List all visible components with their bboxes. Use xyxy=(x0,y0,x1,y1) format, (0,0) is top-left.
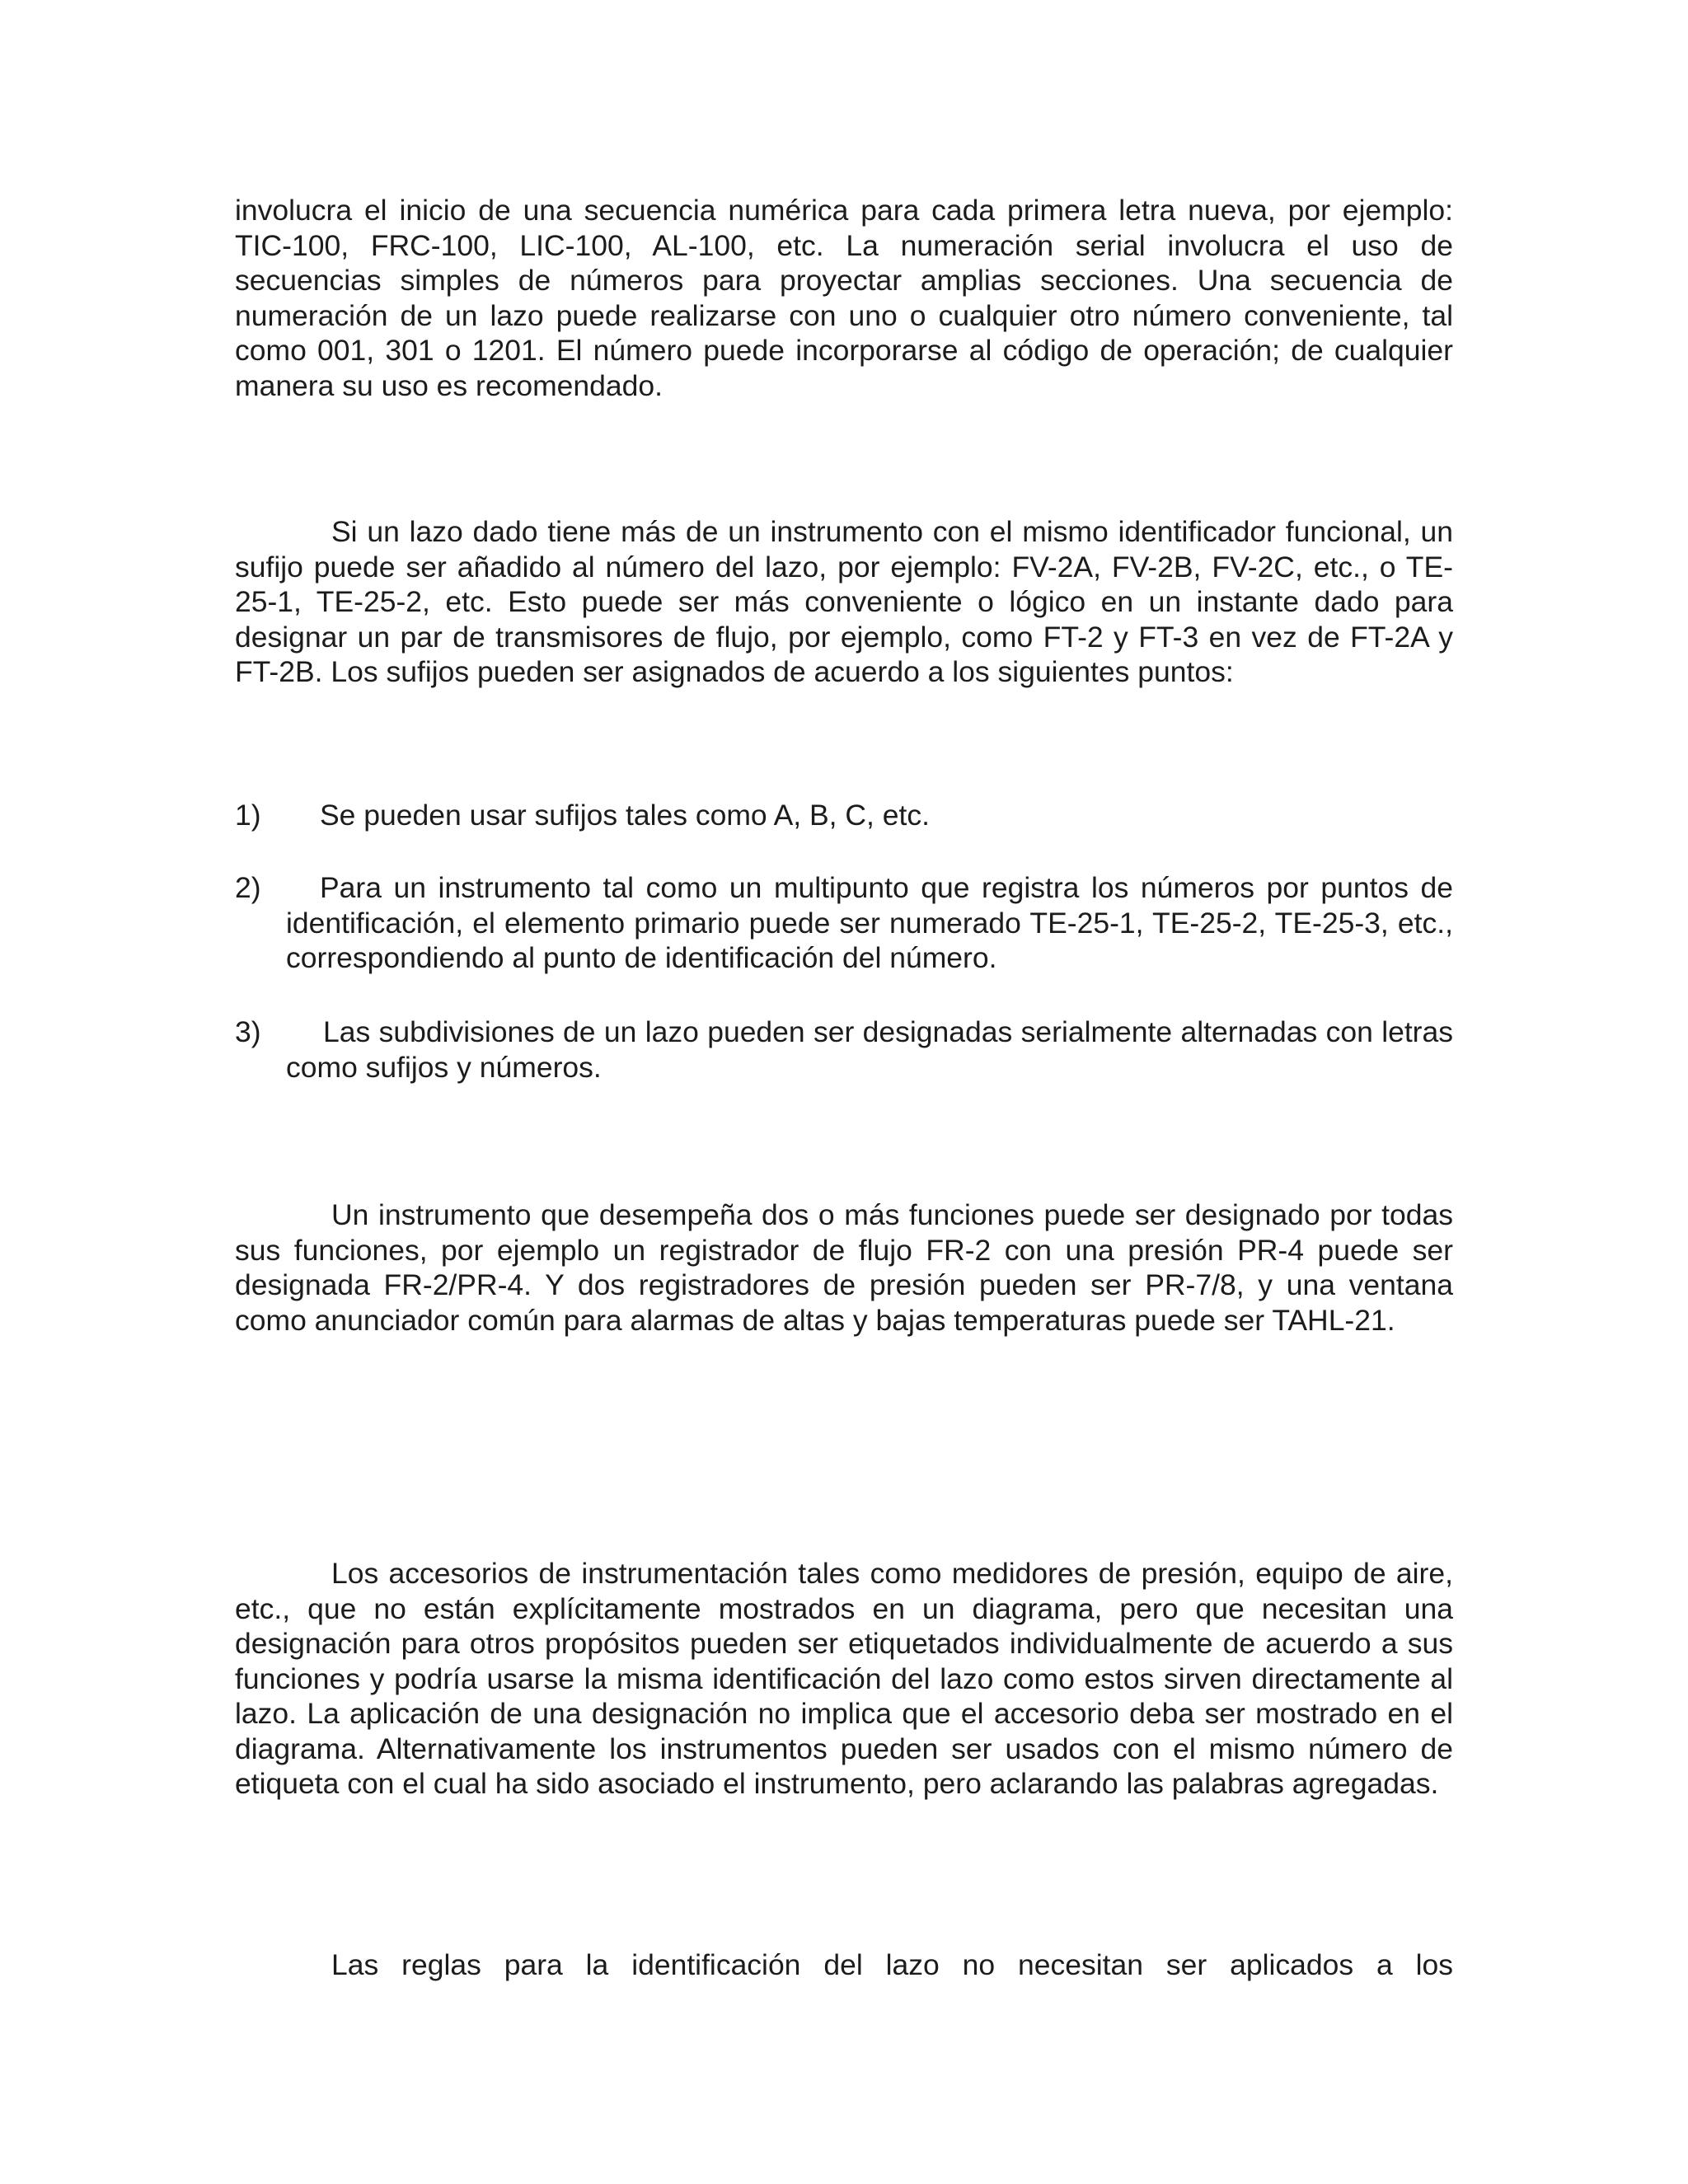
list-item-2 xyxy=(235,870,1453,976)
paragraph-instrument-accessories: Los accesorios de instrumentación tales como medidores de presión, equipo de aire, etc., que no están explícitamente mostrados en un diagrama, pero que necesitan una designación para otros propósitos pueden ser etiquetados individualmente de acuerdo a sus funciones y podría usarse la misma identificación del lazo como estos sirven directamente al lazo. La aplicación de una designación no implica que el accesorio deba ser mostrado en el diagrama. Alternativamente los instrumentos pueden ser usados con el mismo número de etiqueta con el cual ha sido asociado el instrumento, pero aclarando las palabras agregadas. xyxy=(235,1557,1453,1800)
list-item-3 xyxy=(235,1015,1453,1085)
list-item-number: 3) xyxy=(235,1015,261,1048)
paragraph-loop-numbering: involucra el inicio de una secuencia numérica para cada primera letra nueva, por ejemplo: TIC-100, FRC-100, LIC-100, AL-100, etc. La numeración serial involucra el uso de secuencias simples de números para proyectar amplias secciones. Una secuencia de numeración de un lazo puede realizarse con uno o cualquier otro número conveniente, tal como 001, 301 o 1201. El número puede incorporarse al código de operación; de cualquier manera su uso es recomendado. xyxy=(235,194,1453,402)
list-item-number: 1) xyxy=(235,799,261,832)
list-item-1 xyxy=(235,798,1453,833)
list-item-text: Las subdivisiones de un lazo pueden ser designadas serialmente alternadas con letras como sufijos y números. xyxy=(286,1015,1453,1084)
list-item-text: Para un instrumento tal como un multipunto que registra los números por puntos de identificación, el elemento primario puede ser numerado TE-25-1, TE-25-2, TE-25-3, etc., correspondiendo al punto de identificación del número. xyxy=(286,871,1453,974)
paragraph-loop-suffixes: Si un lazo dado tiene más de un instrumento con el mismo identificador funcional, un sufijo puede ser añadido al número del lazo, por ejemplo: FV-2A, FV-2B, FV-2C, etc., o TE-25-1, TE-25-2, etc. Esto puede ser más conveniente o lógico en un instante dado para designar un par de transmisores de flujo, por ejemplo, como FT-2 y FT-3 en vez de FT-2A y FT-2B. Los sufijos pueden ser asignados de acuerdo a los siguientes puntos: xyxy=(235,515,1453,688)
list-item-number: 2) xyxy=(235,871,261,904)
list-item-text: Se pueden usar sufijos tales como A, B, C, etc. xyxy=(320,799,930,832)
paragraph-loop-rules: Las reglas para la identificación del lazo no necesitan ser aplicados a los xyxy=(331,1948,1453,1981)
paragraph-multifunction-instrument: Un instrumento que desempeña dos o más funciones puede ser designado por todas sus funciones, por ejemplo un registrador de flujo FR-2 con una presión PR-4 puede ser designada FR-2/PR-4. Y dos registradores de presión pueden ser PR-7/8, y una ventana como anunciador común para alarmas de altas y bajas temperaturas puede ser TAHL-21. xyxy=(235,1198,1453,1337)
